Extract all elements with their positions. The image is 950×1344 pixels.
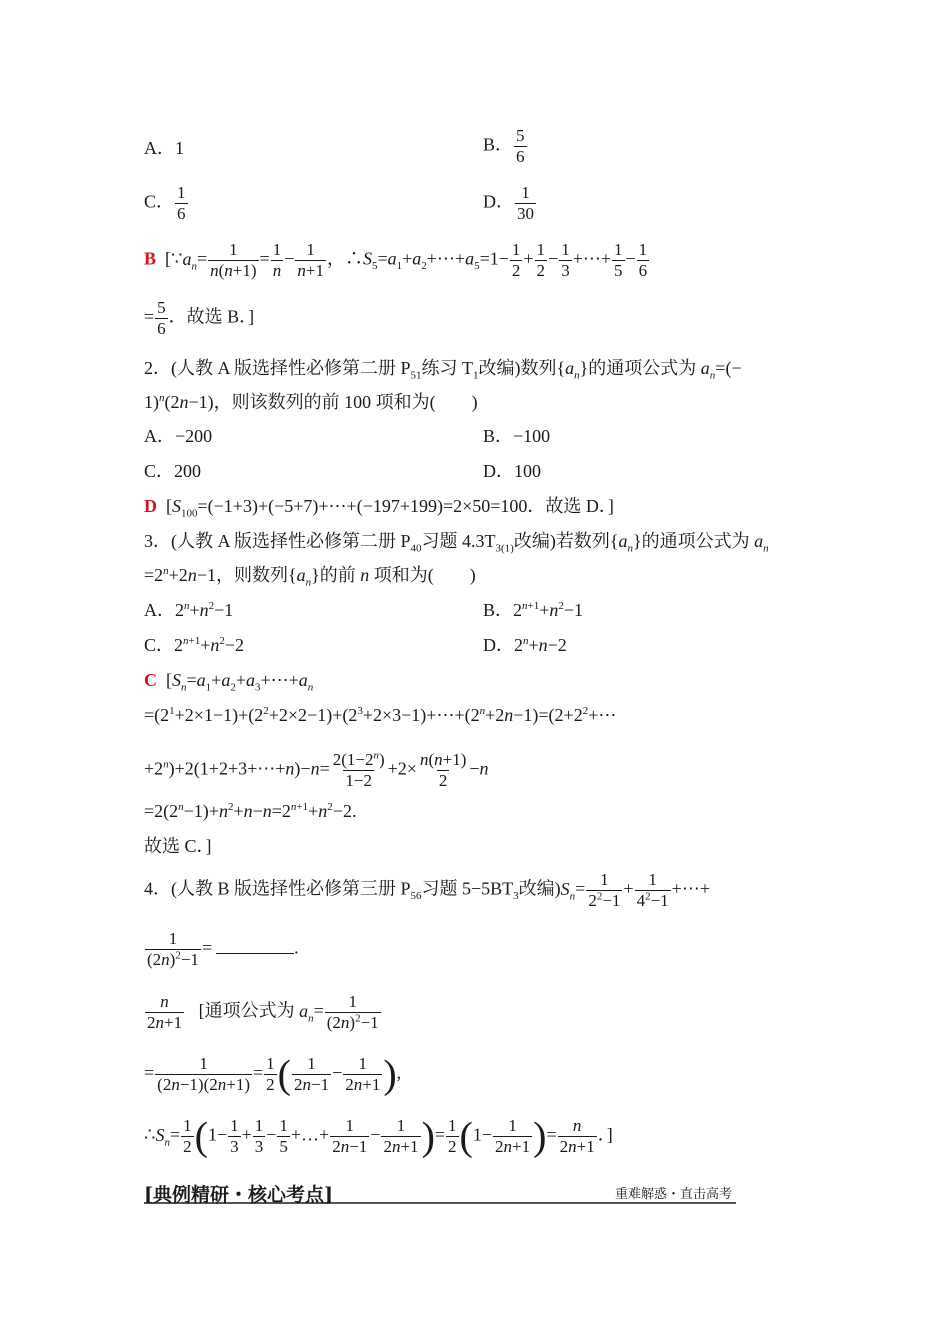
q3-option-d: D．$2^n+n-2$: [483, 635, 567, 655]
q3-conclusion: 故选 C．]: [144, 836, 212, 856]
q4-solution-line3: $\therefore S_n=$ $\frac{1}{2}$ (1− $\frac{1}{3}$ + $\frac{1}{3}$ − $\frac{1}{5}$ +…+ $\frac{1}{2n-1}$ − $\frac{1}{2n+1}$ )= $\frac{1}{2}$ (1− $\frac{1}{2n+1}$ )= $\frac{n}{2n+1}$ ．]: [144, 1113, 613, 1159]
answer-blank: [216, 953, 294, 954]
q3-option-a: A．$2^n+n^2-1$: [144, 600, 234, 620]
q2-solution: D [$S_{100}=(-1+3)+(-5+7)+\cdots+(-197+199)=2\times 50=100$．故选 D．]: [144, 496, 614, 520]
q2-stem-line2: 1)$^n$(2n−1)，则该数列的前 100 项和为( ): [144, 392, 478, 412]
q2-stem-line1: 2．(人教 A 版选择性必修第二册 $P_{51}$练习 $T_1$改编)数列$\{a_n\}$的通项公式为 $a_n=(-$: [144, 358, 742, 382]
q4-solution-line2: = $\frac{1}{(2n-1)(2n+1)}$ = $\frac{1}{2}$ ( $\frac{1}{2n-1}$ − $\frac{1}{2n+1}$ ),: [144, 1051, 402, 1097]
q2-option-a: A．−200: [144, 426, 213, 446]
q3-stem-line1: 3．(人教 A 版选择性必修第二册 $P_{40}$习题 $4.3T_{3(1)}$改编)若数列$\{a_n\}$的通项公式为 $a_n$: [144, 531, 769, 555]
q3-solution-line3: $+2^n)+2(1+2+3+\cdots+n)-n=$ $\frac{2(1-2^n)}{1-2}$ +2× $\frac{n(n+1)}{2}$ −n: [144, 749, 489, 790]
q3-solution-line4: $=2(2^n-1)+n^2+n-n=2^{n+1}+n^2-2$.: [144, 801, 357, 821]
q1-solution-line1: B [$\because a_n=$ $\frac{1}{n(n+1)}$ = $\frac{1}{n}$ − $\frac{1}{n+1}$ ，$\therefore S_5=a_1+a_2+\cdots+a_5=1-$ $\frac{1}{2}$ + $\frac{1}{2}$ − $\frac{1}{3}$ +⋯+ $\frac{1}{5}$ − $\frac{1}{6}$: [144, 240, 648, 280]
q3-option-b: B．$2^{n+1}+n^2-1$: [483, 600, 584, 620]
q3-answer: C: [144, 670, 157, 690]
q1-option-c: C． $\frac{1}{6}$: [144, 183, 186, 223]
q4-solution-line1: $\frac{n}{2n+1}$ [通项公式为 $a_n=$ $\frac{1}{(2n)^2-1}$: [147, 992, 379, 1032]
q4-stem-line2: $\frac{1}{(2n)^2-1}$ = .: [147, 929, 299, 969]
q1-option-a: A．1: [144, 138, 184, 158]
section-subtitle: 重难解惑・直击高考: [614, 1186, 732, 1201]
q3-solution-line2: $=(2^1+2\times 1-1)+(2^2+2\times 2-1)+(2^3+2\times 3-1)+\cdots+(2^n+2n-1)=(2+2^2+\cdots$: [144, 705, 617, 725]
q3-option-c: C．$2^{n+1}+n^2-2$: [144, 635, 245, 655]
q4-stem-line1: 4．(人教 B 版选择性必修第三册 $P_{56}$习题 $5-5BT_3$改编)$S_n=$ $\frac{1}{2^2-1}$ + $\frac{1}{4^2-1}$ +⋯+: [144, 870, 710, 910]
q1-solution-line2: = $\frac{5}{6}$ ．故选 B．]: [144, 298, 255, 338]
q2-option-b: B．−100: [483, 426, 551, 446]
q2-answer: D: [144, 496, 157, 516]
q3-stem-line2: $=2^n+2n-1$，则数列$\{a_n\}$的前 n 项和为( ): [144, 565, 476, 589]
section-header: [144, 1180, 736, 1204]
q1-option-d: D． $\frac{1}{30}$: [483, 183, 534, 223]
q2-option-c: C．200: [144, 461, 202, 481]
q1-answer: B: [144, 248, 157, 269]
section-title: [典例精研・核心考点]: [144, 1184, 333, 1206]
q3-solution-line1: C [$S_n=a_1+a_2+a_3+\cdots+a_n$: [144, 670, 314, 694]
q1-option-b: B． $\frac{5}{6}$: [483, 126, 525, 166]
q2-option-d: D．100: [483, 461, 541, 481]
